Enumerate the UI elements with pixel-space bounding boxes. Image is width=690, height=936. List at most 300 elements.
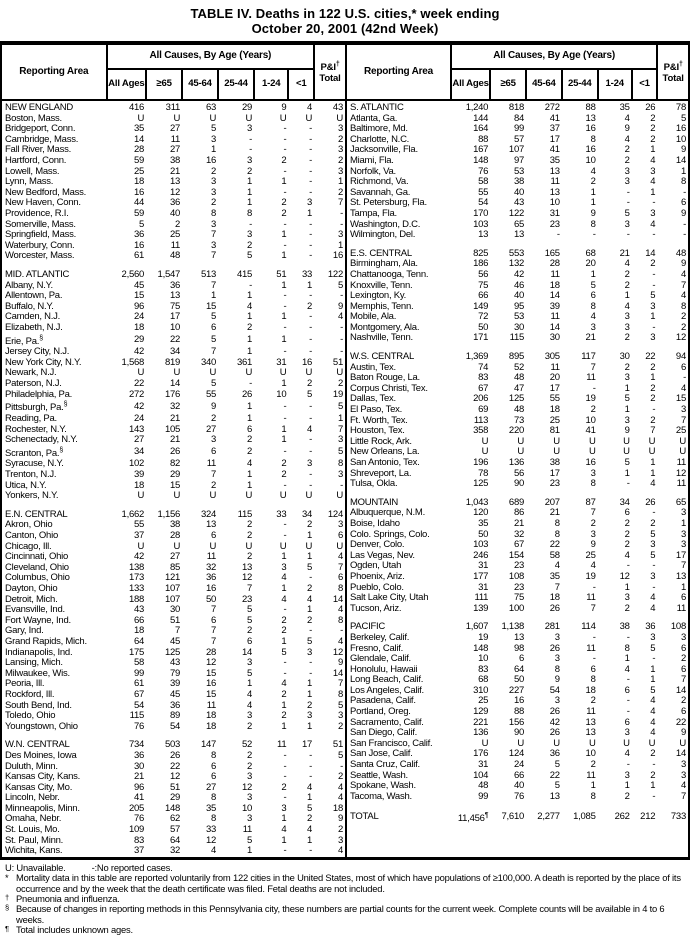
value-cell: U: [679, 738, 686, 749]
value-cell: 38: [549, 458, 560, 468]
value-cell: 42: [133, 552, 145, 563]
value-cell: 1,547: [157, 269, 181, 280]
reporting-area-cell: Allentown, Pa.: [5, 291, 63, 302]
value-cell: 10: [675, 134, 686, 145]
city-row: [347, 230, 688, 241]
value-cell: 28: [133, 145, 145, 156]
value-cell: 5: [139, 219, 145, 230]
city-row: [2, 772, 345, 783]
section-gap: [347, 241, 688, 249]
value-cell: 13: [241, 562, 253, 573]
value-cell: 3: [650, 333, 656, 344]
value-cell: -: [283, 793, 287, 804]
value-cell: 15: [205, 668, 217, 679]
value-cell: 18: [133, 626, 145, 637]
mortality-table: [0, 41, 690, 860]
value-cell: 14: [675, 749, 686, 760]
value-cell: 5: [624, 208, 630, 219]
value-cell: 3: [680, 508, 686, 519]
value-cell: 1: [307, 689, 313, 700]
value-cell: 5: [307, 562, 313, 573]
reporting-area-cell: Cambridge, Mass.: [5, 134, 79, 145]
value-cell: 2: [650, 362, 656, 373]
value-cell: 12: [169, 772, 181, 783]
value-cell: 6: [624, 717, 630, 728]
city-row: [2, 347, 345, 358]
value-cell: 3: [247, 155, 253, 166]
reporting-area-cell: Paterson, N.J.: [5, 379, 62, 389]
reporting-area-cell: Philadelphia, Pa.: [5, 389, 73, 400]
value-cell: 246: [473, 550, 489, 561]
reporting-area-cell: Scranton, Pa.§: [5, 446, 63, 459]
value-cell: 6: [337, 573, 343, 584]
value-cell: 58: [133, 658, 145, 669]
value-cell: 2: [650, 124, 656, 135]
city-row: [347, 333, 688, 344]
value-cell: -: [652, 269, 656, 280]
value-cell: 1: [650, 468, 656, 479]
value-cell: 28: [549, 259, 560, 270]
value-cell: -: [309, 334, 313, 346]
value-cell: 13: [205, 520, 217, 531]
reporting-area-cell: W.S. CENTRAL: [350, 352, 415, 363]
value-cell: -: [652, 230, 656, 241]
value-cell: 11: [170, 134, 181, 145]
value-cell: 207: [544, 497, 560, 508]
value-cell: U: [305, 368, 313, 379]
value-cell: 2: [281, 782, 287, 793]
reporting-area-cell: Cincinnati, Ohio: [5, 552, 69, 563]
value-cell: 14: [675, 155, 686, 166]
value-cell: 29: [169, 793, 181, 804]
value-cell: 3: [211, 177, 217, 188]
value-cell: 40: [513, 291, 525, 302]
value-cell: 4: [247, 301, 253, 312]
value-cell: 2: [211, 198, 217, 209]
value-cell: 16: [675, 124, 686, 135]
value-cell: 8: [211, 750, 217, 761]
value-cell: 5: [337, 750, 343, 761]
reporting-area-cell: Peoria, Ill.: [5, 679, 45, 690]
value-cell: 5: [337, 280, 343, 291]
value-cell: 6: [247, 636, 253, 647]
value-cell: 50: [205, 594, 217, 605]
value-cell: -: [309, 240, 313, 251]
value-cell: -: [683, 373, 686, 384]
city-row: [347, 593, 688, 604]
value-cell: 1: [680, 518, 686, 529]
value-cell: U: [305, 491, 313, 502]
value-cell: 2: [624, 145, 630, 156]
value-cell: 5: [211, 334, 217, 346]
value-cell: 3: [590, 468, 596, 479]
value-cell: -: [309, 772, 313, 783]
city-row: [2, 616, 345, 627]
age-col-1-24: 1-24: [254, 69, 288, 100]
value-cell: 75: [169, 301, 181, 312]
value-cell: -: [309, 750, 313, 761]
value-cell: 5: [554, 760, 560, 771]
value-cell: 59: [133, 208, 145, 219]
city-row: [2, 531, 345, 542]
value-cell: 2: [247, 166, 253, 177]
city-row: [2, 291, 345, 302]
value-cell: 1,138: [501, 622, 525, 633]
value-cell: 1: [650, 664, 656, 675]
value-cell: 21: [513, 518, 525, 529]
value-cell: 148: [473, 155, 489, 166]
reporting-area-cell: Austin, Tex.: [350, 362, 396, 373]
value-cell: 10: [585, 155, 596, 166]
value-cell: -: [340, 208, 343, 219]
value-cell: -: [309, 177, 313, 188]
value-cell: 2: [624, 362, 630, 373]
value-cell: 73: [513, 415, 525, 426]
value-cell: 3: [650, 571, 656, 582]
value-cell: -: [626, 187, 630, 198]
value-cell: U: [279, 491, 287, 502]
value-cell: 18: [205, 711, 217, 722]
value-cell: -: [309, 145, 313, 156]
value-cell: -: [309, 124, 313, 135]
value-cell: 188: [128, 594, 145, 605]
city-row: [2, 220, 345, 231]
city-row: [347, 156, 688, 167]
reporting-area-cell: Houston, Tex.: [350, 426, 405, 437]
value-cell: 88: [513, 707, 525, 718]
value-cell: 4: [211, 846, 217, 857]
city-row: [347, 792, 688, 803]
footnote-marker: †: [5, 893, 9, 903]
table-title: [0, 0, 690, 36]
value-cell: 3: [590, 322, 596, 333]
value-cell: 305: [544, 352, 560, 363]
reporting-area-cell: Salt Lake City, Utah: [350, 593, 429, 604]
value-cell: 66: [513, 770, 525, 781]
city-row: [347, 373, 688, 384]
value-cell: 221: [473, 717, 489, 728]
value-cell: U: [517, 436, 525, 447]
value-cell: -: [309, 187, 313, 198]
value-cell: U: [173, 368, 181, 379]
value-cell: 8: [590, 791, 596, 802]
value-cell: U: [209, 491, 217, 502]
value-cell: 2: [337, 155, 343, 166]
value-cell: 3: [624, 728, 630, 739]
reporting-area-cell: New Orleans, La.: [350, 447, 420, 458]
value-cell: -: [683, 230, 686, 241]
value-cell: -: [652, 198, 656, 209]
city-row: [347, 426, 688, 437]
value-cell: 87: [585, 497, 596, 508]
value-cell: 3: [337, 435, 343, 446]
value-cell: 2: [281, 615, 287, 626]
value-cell: 1: [590, 269, 596, 280]
value-cell: 21: [549, 508, 560, 519]
value-cell: 34: [133, 446, 145, 458]
value-cell: 17: [302, 740, 313, 751]
value-cell: 99: [513, 124, 525, 135]
value-cell: 212: [640, 810, 656, 822]
value-cell: -: [652, 561, 656, 572]
value-cell: -: [249, 379, 253, 389]
reporting-area-cell: Gary, Ind.: [5, 626, 44, 637]
value-cell: 6: [211, 615, 217, 626]
value-cell: -: [652, 508, 656, 519]
value-cell: 34: [169, 347, 181, 358]
reporting-area-cell: Omaha, Nebr.: [5, 814, 62, 825]
city-row: [347, 209, 688, 220]
value-cell: 66: [478, 291, 489, 302]
reporting-area-cell: Dallas, Tex.: [350, 394, 396, 405]
value-cell: 4: [247, 459, 253, 470]
value-cell: 5: [307, 636, 313, 647]
value-cell: 58: [549, 550, 560, 561]
value-cell: 102: [128, 459, 145, 470]
reporting-area-cell: Yonkers, N.Y.: [5, 491, 59, 502]
value-cell: -: [309, 761, 313, 772]
value-cell: 1: [650, 187, 656, 198]
value-cell: 1: [624, 405, 630, 416]
value-cell: 54: [478, 198, 489, 209]
value-cell: -: [283, 668, 287, 679]
value-cell: U: [173, 113, 181, 124]
value-cell: 4: [281, 825, 287, 836]
reporting-area-cell: Corpus Christi, Tex.: [350, 383, 428, 394]
value-cell: 34: [302, 509, 313, 520]
value-cell: 36: [549, 749, 560, 760]
value-cell: 28: [169, 531, 181, 542]
city-row: [2, 198, 345, 209]
value-cell: 18: [205, 721, 217, 732]
table-body-left: [2, 100, 345, 857]
reporting-area-cell: Albuquerque, N.M.: [350, 508, 425, 519]
value-cell: 2: [307, 520, 313, 531]
value-cell: 2: [281, 155, 287, 166]
value-cell: 2: [680, 322, 686, 333]
value-cell: 3: [281, 562, 287, 573]
reporting-area-cell: San Jose, Calif.: [350, 749, 413, 760]
value-cell: 3: [337, 835, 343, 846]
city-row: [2, 302, 345, 313]
title-line-1: TABLE IV. Deaths in 122 U.S. cities,* week ending: [190, 6, 500, 21]
reporting-area-cell: Glendale, Calif.: [350, 654, 411, 665]
value-cell: 7: [337, 679, 343, 690]
reporting-area-cell: Seattle, Wash.: [350, 770, 408, 781]
reporting-area-cell: Richmond, Va.: [350, 177, 409, 188]
value-cell: 7: [680, 561, 686, 572]
value-cell: 1: [247, 198, 253, 209]
value-cell: 175: [128, 647, 145, 658]
value-cell: 124: [508, 749, 525, 760]
value-cell: 15: [205, 689, 217, 700]
value-cell: 7: [650, 426, 656, 437]
value-cell: 5: [624, 394, 630, 405]
value-cell: 10: [276, 389, 287, 400]
reporting-area-cell: Chicago, Ill.: [5, 541, 52, 552]
value-cell: 50: [513, 675, 525, 686]
value-cell: 3: [680, 540, 686, 551]
value-cell: 55: [133, 520, 145, 531]
reporting-area-cell: W.N. CENTRAL: [5, 740, 70, 751]
value-cell: 45: [133, 280, 145, 291]
value-cell: 104: [473, 770, 489, 781]
value-cell: 45: [169, 689, 181, 700]
city-row: [2, 711, 345, 722]
value-cell: 3: [211, 187, 217, 198]
reporting-area-cell: Lexington, Ky.: [350, 291, 407, 302]
value-cell: 138: [128, 562, 145, 573]
city-row: [2, 520, 345, 531]
value-cell: 124: [327, 509, 343, 520]
reporting-area-cell: Little Rock, Ark.: [350, 436, 412, 447]
value-cell: 30: [549, 333, 560, 344]
reporting-area-cell: Boise, Idaho: [350, 518, 400, 529]
value-cell: 4: [624, 550, 630, 561]
value-cell: 1: [307, 552, 313, 563]
value-cell: 35: [133, 124, 145, 135]
value-cell: 3: [337, 230, 343, 241]
value-cell: 1: [624, 654, 630, 665]
city-row: [2, 379, 345, 390]
value-cell: 24: [133, 413, 145, 424]
value-cell: -: [309, 251, 313, 262]
reporting-area-cell: Lynn, Mass.: [5, 177, 54, 188]
value-cell: 2: [650, 770, 656, 781]
value-cell: 1: [590, 781, 596, 792]
value-cell: -: [626, 230, 630, 241]
value-cell: -: [283, 400, 287, 412]
value-cell: 4: [337, 312, 343, 323]
value-cell: 50: [478, 322, 489, 333]
value-cell: U: [137, 113, 145, 124]
value-cell: 108: [508, 571, 525, 582]
value-cell: 105: [164, 424, 181, 435]
reporting-area-cell: TOTAL: [350, 810, 379, 822]
value-cell: 75: [478, 280, 489, 291]
value-cell: 176: [473, 749, 489, 760]
value-cell: -: [283, 846, 287, 857]
value-cell: 2: [624, 269, 630, 280]
value-cell: -: [309, 626, 313, 637]
city-row: [347, 270, 688, 281]
region-row: [2, 103, 345, 114]
value-cell: 1: [307, 679, 313, 690]
reporting-area-cell: Shreveport, La.: [350, 468, 412, 479]
value-cell: -: [340, 322, 343, 333]
value-cell: -: [283, 322, 287, 333]
value-cell: U: [137, 491, 145, 502]
age-col-all-ages: All Ages: [107, 69, 146, 100]
value-cell: 2: [650, 134, 656, 145]
value-cell: -: [309, 435, 313, 446]
value-cell: 3: [554, 696, 560, 707]
legend-no-cases: -:No reported cases.: [91, 861, 173, 873]
value-cell: 36: [169, 198, 181, 209]
value-cell: 21: [169, 166, 181, 177]
reporting-area-cell: MOUNTAIN: [350, 497, 398, 508]
value-cell: 9: [211, 400, 217, 412]
value-cell: 18: [585, 685, 596, 696]
value-cell: -: [283, 219, 287, 230]
value-cell: 4: [680, 291, 686, 302]
value-cell: 4: [650, 603, 656, 614]
value-cell: 3: [624, 177, 630, 188]
value-cell: -: [283, 520, 287, 531]
value-cell: 25: [585, 550, 596, 561]
value-cell: 65: [513, 219, 525, 230]
value-cell: 14: [675, 685, 686, 696]
value-cell: 3: [307, 711, 313, 722]
value-cell: 16: [205, 584, 217, 594]
value-cell: 54: [549, 685, 560, 696]
value-cell: 4: [307, 103, 313, 113]
value-cell: 2,277: [537, 810, 560, 822]
value-cell: 35: [205, 803, 217, 814]
reporting-area-cell: Lincoln, Nebr.: [5, 793, 60, 804]
value-cell: 9: [554, 675, 560, 686]
value-cell: 3: [624, 593, 630, 604]
value-cell: 100: [508, 603, 525, 614]
value-cell: 144: [473, 113, 489, 124]
value-cell: 2: [281, 689, 287, 700]
value-cell: 10: [585, 415, 596, 426]
value-cell: 18: [133, 480, 145, 491]
city-row: [2, 679, 345, 690]
value-cell: -: [683, 219, 686, 230]
reporting-area-cell: Knoxville, Tenn.: [350, 280, 413, 291]
value-cell: 2: [281, 626, 287, 637]
city-row: [347, 781, 688, 792]
value-cell: 38: [169, 155, 181, 166]
value-cell: 1: [337, 177, 343, 188]
value-cell: -: [309, 573, 313, 584]
value-cell: 94: [675, 352, 686, 363]
footnote-item: [5, 873, 685, 894]
value-cell: 2: [624, 518, 630, 529]
value-cell: 22: [549, 770, 560, 781]
value-cell: 72: [478, 312, 489, 323]
value-cell: -: [283, 761, 287, 772]
value-cell: 9: [281, 103, 287, 113]
value-cell: 2: [590, 405, 596, 416]
value-cell: 1: [247, 347, 253, 358]
value-cell: 27: [169, 145, 181, 156]
reporting-area-cell: Worcester, Mass.: [5, 251, 75, 262]
value-cell: 12: [241, 573, 253, 584]
value-cell: 2: [247, 531, 253, 542]
city-row: [347, 675, 688, 686]
reporting-area-cell: NEW ENGLAND: [5, 103, 73, 113]
value-cell: U: [245, 541, 253, 552]
value-cell: 17: [549, 468, 560, 479]
value-cell: 6: [211, 531, 217, 542]
value-cell: 4: [624, 259, 630, 270]
value-cell: 7: [554, 582, 560, 593]
value-cell: 22: [675, 717, 686, 728]
value-cell: 4: [650, 593, 656, 604]
value-cell: 1: [281, 379, 287, 389]
value-cell: 55: [205, 389, 217, 400]
value-cell: U: [588, 436, 596, 447]
value-cell: 689: [508, 497, 525, 508]
value-cell: 64: [513, 664, 525, 675]
value-cell: 7: [337, 562, 343, 573]
value-cell: -: [683, 187, 686, 198]
pi-total-header: P&I† Total: [657, 44, 688, 100]
reporting-area-cell: Columbus, Ohio: [5, 573, 70, 584]
value-cell: 4: [337, 782, 343, 793]
